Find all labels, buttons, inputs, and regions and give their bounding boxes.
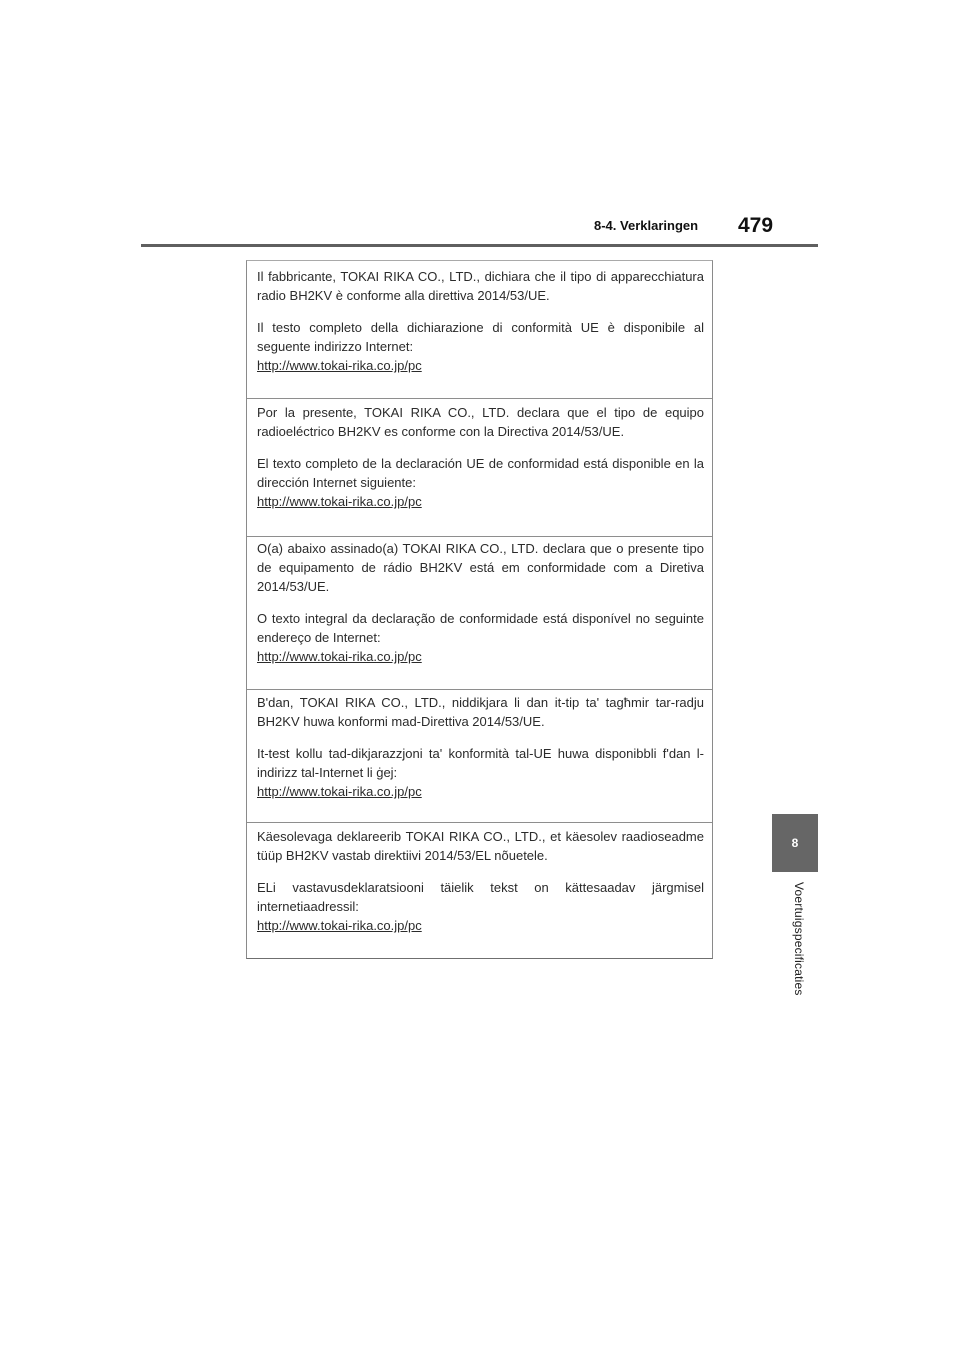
declaration-statement: Por la presente, TOKAI RIKA CO., LTD. declara que el tipo de equipo radioeléctrico BH2KV es conforme con la Directiva 2014/53/UE. bbox=[257, 405, 704, 439]
header-rule bbox=[141, 244, 818, 247]
declaration-availability: It-test kollu tad-dikjarazzjoni ta' konformità tal-UE huwa disponibbli f'dan l-indirizz tal-Internet li ġej: bbox=[257, 746, 704, 780]
declaration-box bbox=[246, 260, 713, 959]
declaration-statement: Käesolevaga deklareerib TOKAI RIKA CO., LTD., et käesolev raadioseadme tüüp BH2KV vastab direktiivi 2014/53/EL nõuetele. bbox=[257, 829, 704, 863]
declaration-url-link[interactable]: http://www.tokai-rika.co.jp/pc bbox=[257, 494, 422, 509]
declaration-availability: ELi vastavusdeklaratsiooni täielik tekst on kättesaadav järgmisel internetiaadressil: bbox=[257, 880, 704, 914]
chapter-number: 8 bbox=[791, 836, 799, 850]
declaration-availability: Il testo completo della dichiarazione di conformità UE è disponibile al seguente indirizzo Internet: bbox=[257, 320, 704, 354]
chapter-tab[interactable] bbox=[772, 814, 818, 872]
panel-divider bbox=[247, 398, 712, 399]
declaration-url-link[interactable]: http://www.tokai-rika.co.jp/pc bbox=[257, 784, 422, 799]
declaration-statement: O(a) abaixo assinado(a) TOKAI RIKA CO., LTD. declara que o presente tipo de equipamento de rádio BH2KV está em conformidade com a Diretiva 2014/53/UE. bbox=[257, 541, 704, 594]
declaration-url-link[interactable]: http://www.tokai-rika.co.jp/pc bbox=[257, 649, 422, 664]
declaration-estonian bbox=[247, 827, 712, 935]
declaration-availability: O texto integral da declaração de conformidade está disponível no seguinte endereço de Internet: bbox=[257, 611, 704, 645]
declaration-url-link[interactable]: http://www.tokai-rika.co.jp/pc bbox=[257, 358, 422, 373]
declaration-spanish bbox=[247, 403, 712, 511]
panel-divider bbox=[247, 689, 712, 690]
declaration-italian bbox=[247, 267, 712, 375]
panel-divider bbox=[247, 536, 712, 537]
chapter-label: Voertuigspecificaties bbox=[792, 882, 806, 996]
declaration-maltese bbox=[247, 693, 712, 801]
declaration-statement: Il fabbricante, TOKAI RIKA CO., LTD., dichiara che il tipo di apparecchiatura radio BH2KV è conforme alla direttiva 2014/53/UE. bbox=[257, 269, 704, 303]
declaration-availability: El texto completo de la declaración UE de conformidad está disponible en la dirección Internet siguiente: bbox=[257, 456, 704, 490]
declaration-statement: B'dan, TOKAI RIKA CO., LTD., niddikjara li dan it-tip ta' tagħmir tar-radju BH2KV huwa konformi mad-Direttiva 2014/53/UE. bbox=[257, 695, 704, 729]
panel-divider bbox=[247, 822, 712, 823]
declaration-portuguese bbox=[247, 539, 712, 666]
section-title: 8-4. Verklaringen bbox=[594, 218, 699, 233]
declaration-url-link[interactable]: http://www.tokai-rika.co.jp/pc bbox=[257, 918, 422, 933]
page-number: 479 bbox=[738, 214, 774, 237]
